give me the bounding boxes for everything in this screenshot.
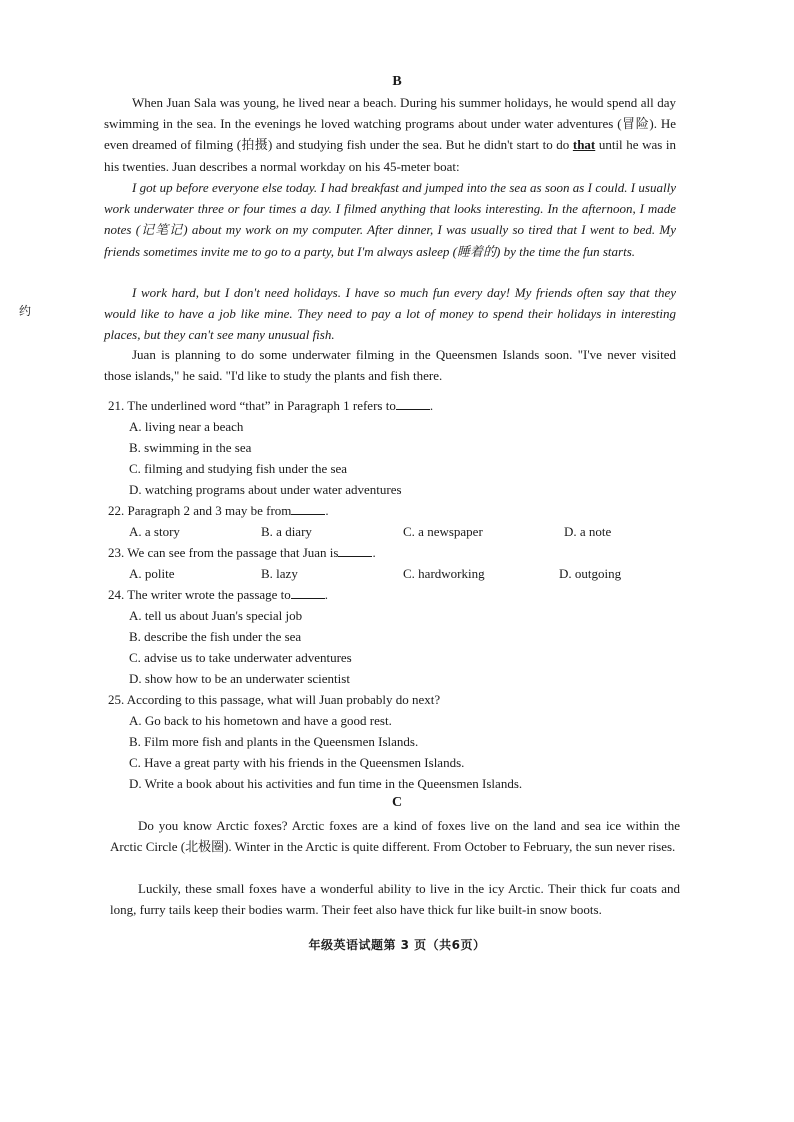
margin-mark: 约 [19, 304, 32, 318]
question-23 [108, 542, 376, 563]
passage-c-paragraph-1: Do you know Arctic foxes? Arctic foxes are a kind of foxes live on the land and sea ice within the Arctic Circle (北极圈). Winter in the Arctic is quite different. From October to February, the sun never rises. [110, 818, 680, 855]
q23-option-b: B. lazy [261, 566, 298, 581]
answer-blank [291, 586, 325, 599]
page-footer: 年级英语试题第 3 页（共6页） [308, 938, 486, 952]
q21-option-d: D. watching programs about under water adventures [129, 482, 402, 497]
q22-option-d: D. a note [564, 524, 612, 539]
passage-b-paragraph-4: Juan is planning to do some underwater filming in the Queensmen Islands soon. "I've never visited those islands," he said. "I'd like to study the plants and fish there. [104, 347, 676, 384]
p1-text-b: until he was in his twenties. Juan describes a normal workday on his 45-meter boat: [104, 137, 676, 174]
q22-stem-end: . [325, 503, 329, 518]
section-b-heading: B [392, 74, 402, 89]
q21-option-a: A. living near a beach [129, 419, 244, 434]
q24-option-b: B. describe the fish under the sea [129, 629, 302, 644]
q21-stem-end: . [429, 398, 434, 413]
q25-option-d: D. Write a book about his activities and fun time in the Queensmen Islands. [129, 776, 523, 791]
question-24 [108, 584, 328, 605]
q25-option-b: B. Film more fish and plants in the Queensmen Islands. [129, 734, 419, 749]
q23-option-a: A. polite [129, 566, 175, 581]
q24-option-d: D. show how to be an underwater scientist [129, 671, 350, 686]
q25-option-a: A. Go back to his hometown and have a good rest. [129, 713, 392, 728]
q23-option-c: C. hardworking [403, 566, 485, 581]
q24-option-c: C. advise us to take underwater adventures [129, 650, 352, 665]
answer-blank [396, 397, 430, 410]
q21-option-c: C. filming and studying fish under the sea [129, 461, 348, 476]
question-22 [108, 500, 329, 521]
q22-option-b: B. a diary [261, 524, 312, 539]
passage-c-paragraph-2: Luckily, these small foxes have a wonderful ability to live in the icy Arctic. Their thick fur coats and long, furry tails keep their bodies warm. Their feet also have thick fur like built-in snow boots. [110, 881, 680, 918]
q22-option-a: A. a story [129, 524, 180, 539]
passage-b-paragraph-1 [104, 92, 676, 177]
q22-stem: 22. Paragraph 2 and 3 may be from [108, 503, 292, 518]
q25-option-c: C. Have a great party with his friends in the Queensmen Islands. [129, 755, 465, 770]
q21-stem: 21. The underlined word “that” in Paragraph 1 refers to [108, 398, 396, 413]
q21-option-b: B. swimming in the sea [129, 440, 252, 455]
q24-stem: 24. The writer wrote the passage to [108, 587, 291, 602]
p1-text-a: When Juan Sala was young, he lived near a beach. During his summer holidays, he would spend all day swimming in the sea. In the evenings he loved watching programs about under water adventures (冒险). He even dreamed of filming (拍摄) and studying fish under the sea. But he didn't start to do [104, 95, 676, 153]
question-21 [108, 395, 433, 416]
section-c-heading: C [391, 795, 403, 810]
underlined-word-that: that [572, 137, 596, 153]
q22-option-c: C. a newspaper [403, 524, 483, 539]
q23-stem-end: . [372, 545, 376, 560]
q23-stem: 23. We can see from the passage that Juan is [108, 545, 339, 560]
q23-option-d: D. outgoing [559, 566, 622, 581]
answer-blank [338, 544, 372, 557]
q24-option-a: A. tell us about Juan's special job [129, 608, 303, 623]
passage-b-paragraph-3: I work hard, but I don't need holidays. I have so much fun every day! My friends often say that they would like to have a job like mine. They need to pay a lot of money to spend their holidays in interesting places, but they can't see many unusual fish. [104, 285, 676, 343]
passage-b-paragraph-2: I got up before everyone else today. I had breakfast and jumped into the sea as soon as I could. I usually work underwater three or four times a day. I filmed anything that looks interesting. In the afternoon, I made notes (记笔记) about my work on my computer. After dinner, I was usually so tired that I went to bed. My friends sometimes invite me to go to a party, but I'm always asleep (睡着的) by the time the fun starts. [104, 180, 676, 259]
question-25: 25. According to this passage, what will Juan probably do next? [108, 692, 441, 707]
answer-blank [291, 502, 325, 515]
q24-stem-end: . [324, 587, 329, 602]
